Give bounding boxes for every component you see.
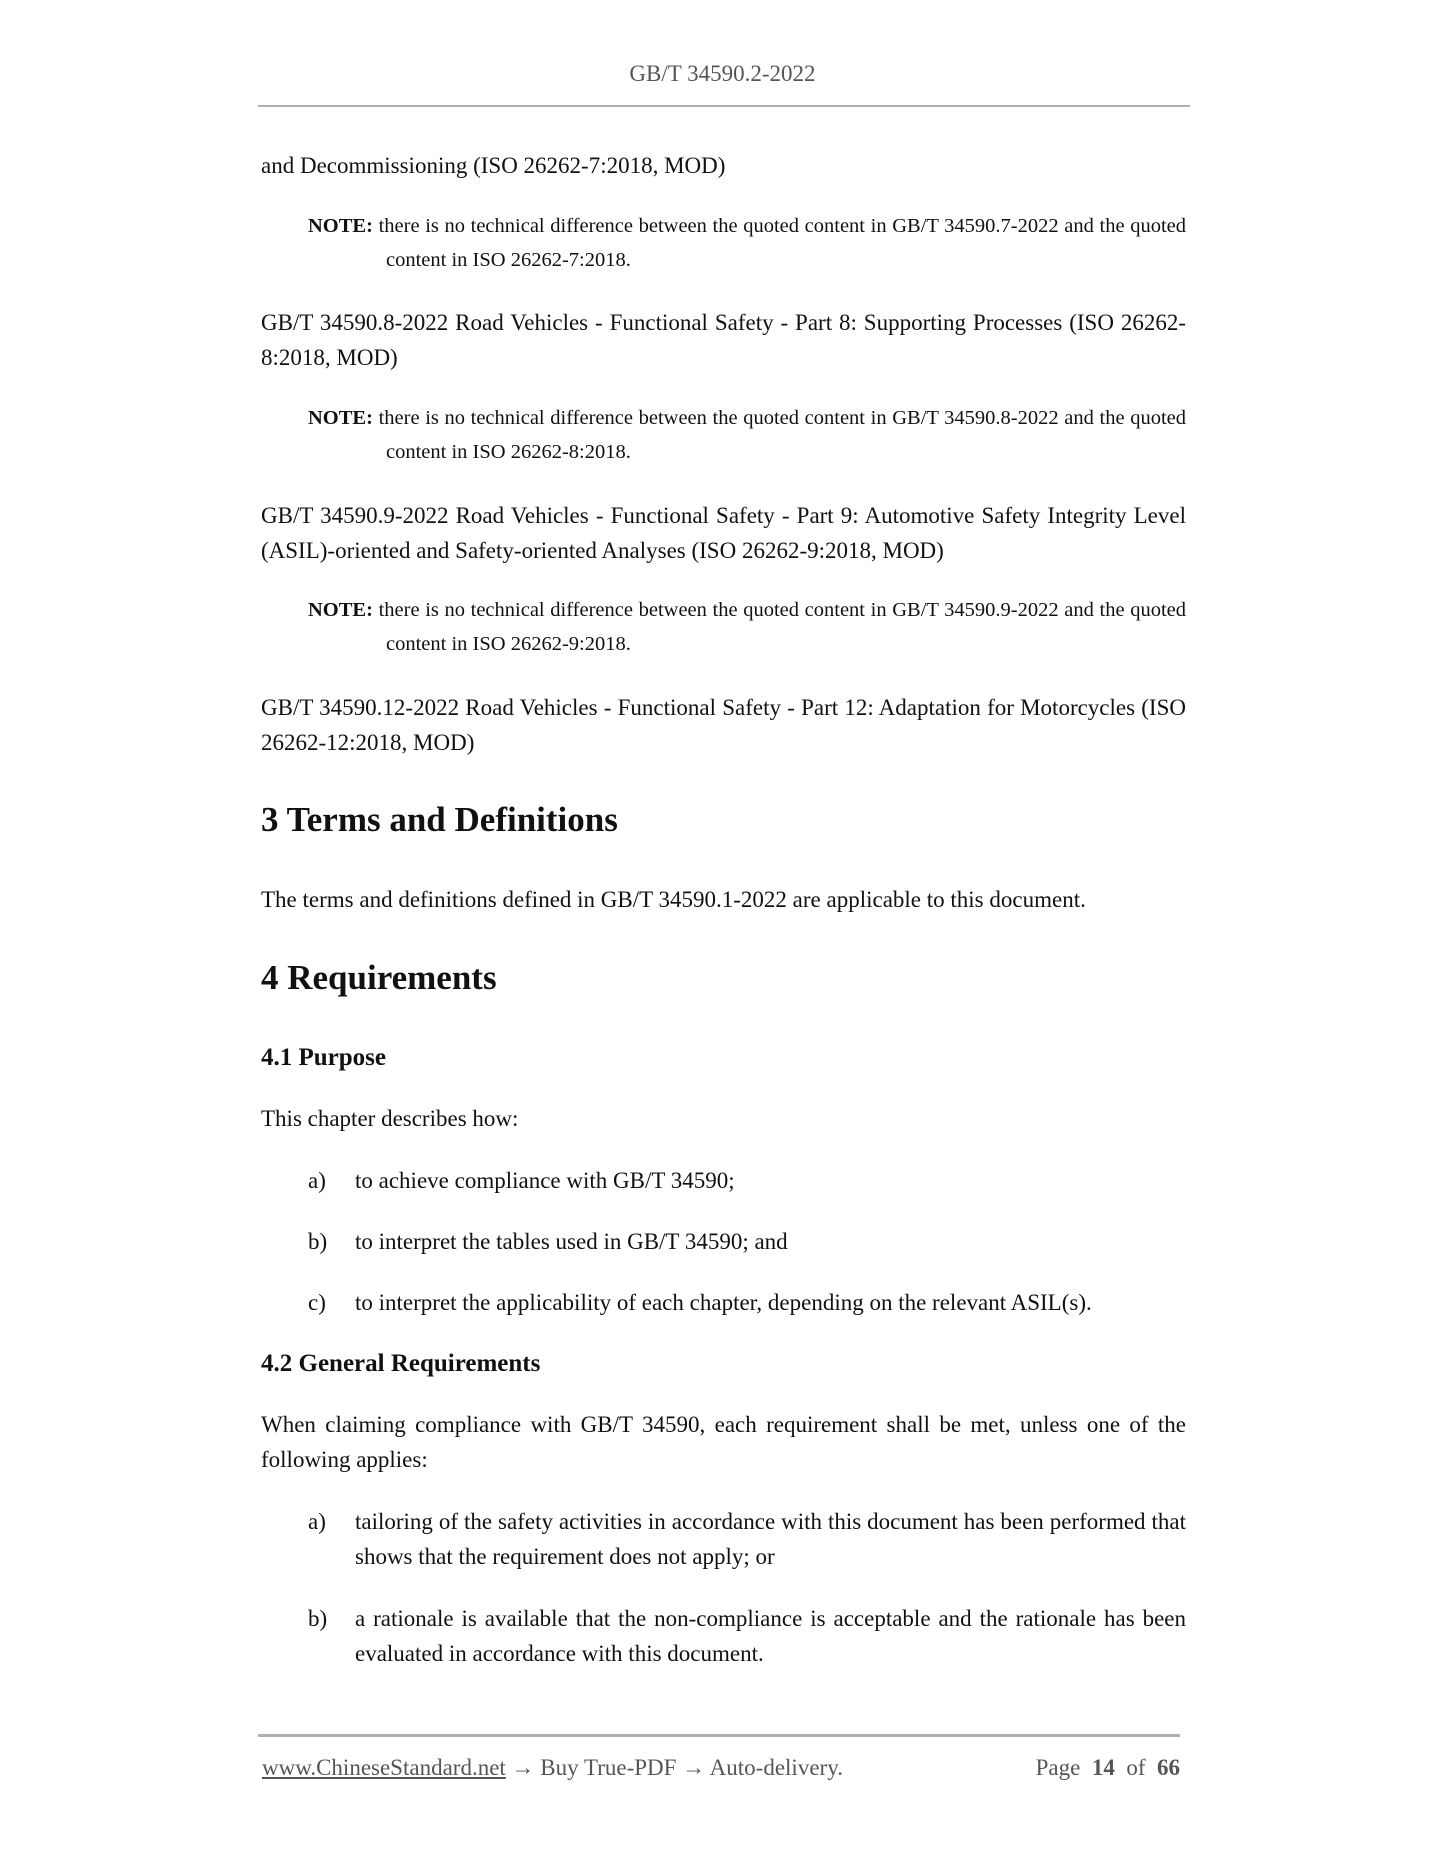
section-4-2-intro: When claiming compliance with GB/T 34590, each requirement shall be met, unless one of the following applies:	[261, 1412, 1186, 1472]
note-label: NOTE:	[308, 407, 373, 429]
list-item	[308, 1224, 1186, 1259]
list-text: to interpret the applicability of each chapter, depending on the relevant ASIL(s).	[355, 1290, 1092, 1315]
arrow-icon: →	[682, 1755, 706, 1780]
page-number	[1036, 1754, 1180, 1782]
page-label: Page	[1035, 1755, 1081, 1780]
list-text: to achieve compliance with GB/T 34590;	[355, 1168, 735, 1193]
list-item	[308, 1285, 1186, 1320]
note	[308, 593, 1186, 661]
header-rule	[258, 105, 1190, 107]
section-4-1-intro: This chapter describes how:	[261, 1106, 519, 1131]
running-header: GB/T 34590.2-2022	[629, 61, 816, 86]
list-label: b)	[308, 1229, 328, 1254]
note-label: NOTE:	[308, 599, 373, 621]
list-text: a rationale is available that the non-compliance is acceptable and the rationale has been evaluated in accordance with this document.	[355, 1606, 1186, 1666]
note	[308, 401, 1186, 469]
reference-8: GB/T 34590.8-2022 Road Vehicles - Functional Safety - Part 8: Supporting Processes (ISO 26262-8:2018, MOD)	[261, 310, 1186, 370]
section-4-2-heading: 4.2 General Requirements	[261, 1350, 541, 1377]
list-item	[308, 1601, 1186, 1671]
section-3-text: The terms and definitions defined in GB/T 34590.1-2022 are applicable to this document.	[261, 887, 1086, 912]
list-label: a)	[308, 1168, 326, 1193]
reference-7-continued: and Decommissioning (ISO 26262-7:2018, MOD)	[261, 153, 726, 178]
buy-text: Buy True-PDF	[540, 1755, 677, 1780]
list-label: c)	[308, 1290, 326, 1315]
list-text: tailoring of the safety activities in accordance with this document has been performed that shows that the requirement does not apply; or	[355, 1509, 1186, 1569]
delivery-text: Auto-delivery.	[709, 1755, 843, 1780]
arrow-icon: →	[511, 1755, 535, 1780]
section-3-heading: 3 Terms and Definitions	[261, 800, 618, 839]
reference-9: GB/T 34590.9-2022 Road Vehicles - Functional Safety - Part 9: Automotive Safety Integrity Level (ASIL)-oriented and Safety-oriented Analyses (ISO 26262-9:2018, MOD)	[261, 503, 1186, 563]
list-label: b)	[308, 1606, 328, 1631]
note-text: there is no technical difference between the quoted content in GB/T 34590.8-2022 and the quoted content in ISO 26262-8:2018.	[378, 407, 1186, 463]
section-4-1-heading: 4.1 Purpose	[261, 1044, 386, 1071]
note-text: there is no technical difference between the quoted content in GB/T 34590.7-2022 and the quoted content in ISO 26262-7:2018.	[378, 215, 1186, 271]
current-page: 14	[1091, 1755, 1115, 1780]
note-text: there is no technical difference between the quoted content in GB/T 34590.9-2022 and the quoted content in ISO 26262-9:2018.	[378, 599, 1186, 655]
list-label: a)	[308, 1509, 326, 1534]
note	[308, 209, 1186, 277]
website-link[interactable]: www.ChineseStandard.net	[262, 1755, 506, 1780]
of-label: of	[1126, 1755, 1146, 1780]
list-item	[308, 1504, 1186, 1574]
section-4-heading: 4 Requirements	[261, 958, 497, 997]
list-text: to interpret the tables used in GB/T 34590; and	[355, 1229, 788, 1254]
reference-12: GB/T 34590.12-2022 Road Vehicles - Functional Safety - Part 12: Adaptation for Motorcycles (ISO 26262-12:2018, MOD)	[261, 695, 1186, 755]
note-label: NOTE:	[308, 215, 373, 237]
footer-rule	[258, 1734, 1180, 1737]
footer-promo	[262, 1754, 843, 1782]
total-pages: 66	[1157, 1755, 1180, 1780]
list-item	[308, 1163, 1186, 1198]
